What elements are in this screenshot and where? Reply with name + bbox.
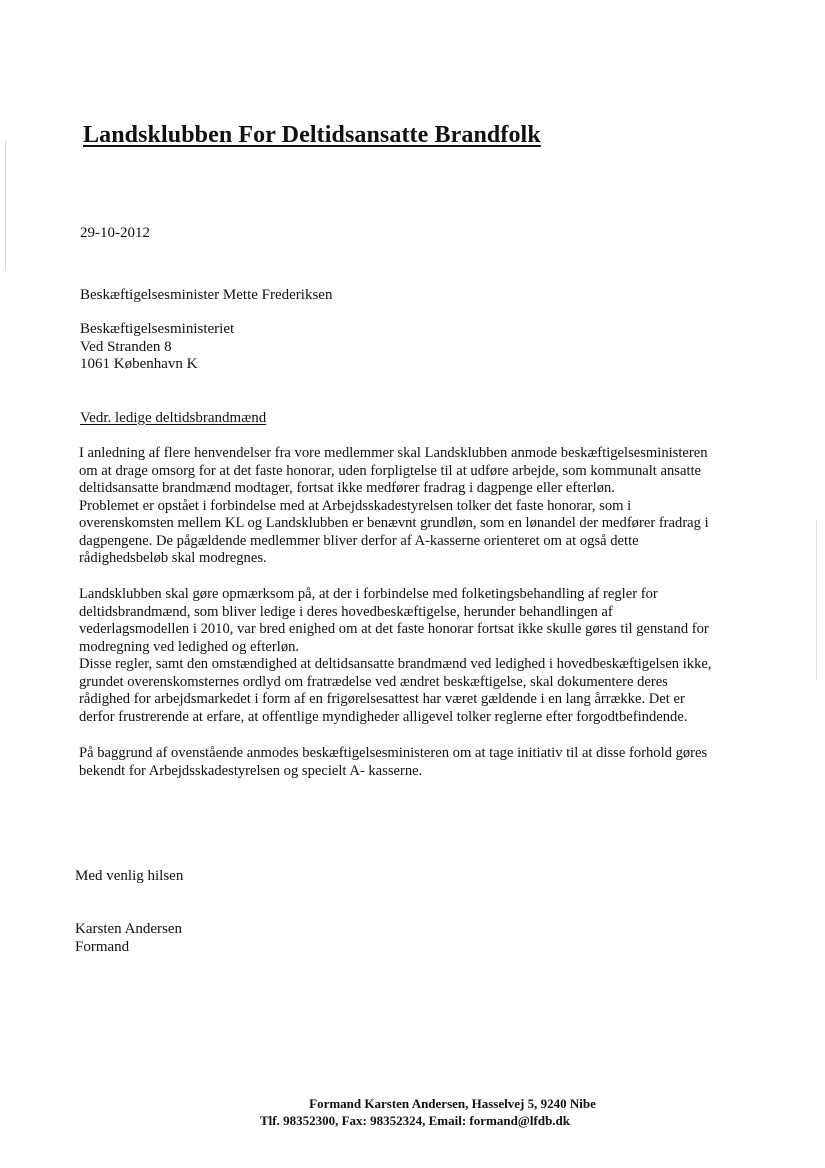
text-line: dagpengene. De pågældende medlemmer bliver derfor af A-kasserne orienteret om at også dette — [79, 532, 639, 549]
text-line: vederlagsmodellen i 2010, var bred enighed om at det faste honorar fortsat ikke skulle gøres til genstand for — [79, 621, 709, 637]
text-line: Landsklubben skal gøre opmærksom på, at der i forbindelse med folketingsbehandling af regler for — [79, 586, 658, 602]
organization-title: Landsklubben For Deltidsansatte Brandfolk — [83, 122, 541, 148]
text-line: rådighedsbeløb skal modregnes. — [79, 550, 267, 566]
signature-block — [75, 921, 182, 956]
body-paragraph — [79, 445, 709, 568]
body-paragraph — [79, 586, 712, 726]
signer-name: Karsten Andersen — [75, 921, 183, 937]
scan-edge-mark — [5, 140, 6, 270]
text-line: rådighed for arbejdsmarkedet i form af en frigørelsesattest har været gældende i en lang årrække. Det er — [79, 691, 685, 707]
text-line: Problemet er opstået i forbindelse med at Arbejdsskadestyrelsen tolker det faste honorar, som i — [79, 497, 632, 514]
scan-edge-mark — [816, 520, 817, 680]
address-line: Ved Stranden 8 — [80, 338, 172, 355]
letter-date: 29-10-2012 — [80, 225, 150, 241]
address-line: 1061 København K — [80, 356, 198, 372]
letter-footer — [0, 1095, 825, 1129]
recipient-address — [80, 321, 234, 374]
body-paragraph — [79, 745, 707, 780]
text-line: modregning ved ledighed og efterløn. — [79, 638, 300, 655]
text-line: I anledning af flere henvendelser fra vore medlemmer skal Landsklubben anmode beskæftigelsesministeren — [79, 445, 708, 461]
signer-title: Formand — [75, 938, 130, 955]
footer-contact: Tlf. 98352300, Fax: 98352324, Email: formand@lfdb.dk — [259, 1113, 571, 1128]
footer-address: Formand Karsten Andersen, Hasselvej 5, 9240 Nibe — [309, 1096, 596, 1111]
recipient-name: Beskæftigelsesminister Mette Frederiksen — [80, 287, 333, 303]
text-line: grundet overenskomsternes ordlyd om fratrædelse ved ændret beskæftigelse, skal dokumentere deres — [79, 673, 668, 690]
letter-subject: Vedr. ledige deltidsbrandmænd — [80, 410, 267, 426]
closing-salutation: Med venlig hilsen — [75, 868, 184, 884]
text-line: overenskomsten mellem KL og Landsklubben er benævnt grundløn, som en lønandel der medfører fradrag i — [79, 515, 709, 531]
text-line: På baggrund af ovenstående anmodes beskæftigelsesministeren om at tage initiativ til at disse forhold gøres — [79, 745, 708, 761]
text-line: bekendt for Arbejdsskadestyrelsen og specielt A- kasserne. — [79, 762, 423, 779]
text-line: Disse regler, samt den omstændighed at deltidsansatte brandmænd ved ledighed i hovedbeskæftigelsen ikke, — [79, 656, 712, 672]
text-line: om at drage omsorg for at det faste honorar, uden forpligtelse til at udføre arbejde, som kommunalt ansatte — [79, 462, 702, 479]
text-line: deltidsansatte brandmænd modtager, fortsat ikke medfører fradrag i dagpenge eller efterløn. — [79, 480, 615, 496]
address-line: Beskæftigelsesministeriet — [80, 321, 235, 337]
text-line: deltidsbrandmænd, som bliver ledige i deres hovedbeskæftigelse, herunder behandlingen af — [79, 603, 613, 620]
text-line: derfor frustrerende at erfare, at offentlige myndigheder alligevel tolker reglerne efter forgodtbefindende. — [79, 708, 688, 725]
